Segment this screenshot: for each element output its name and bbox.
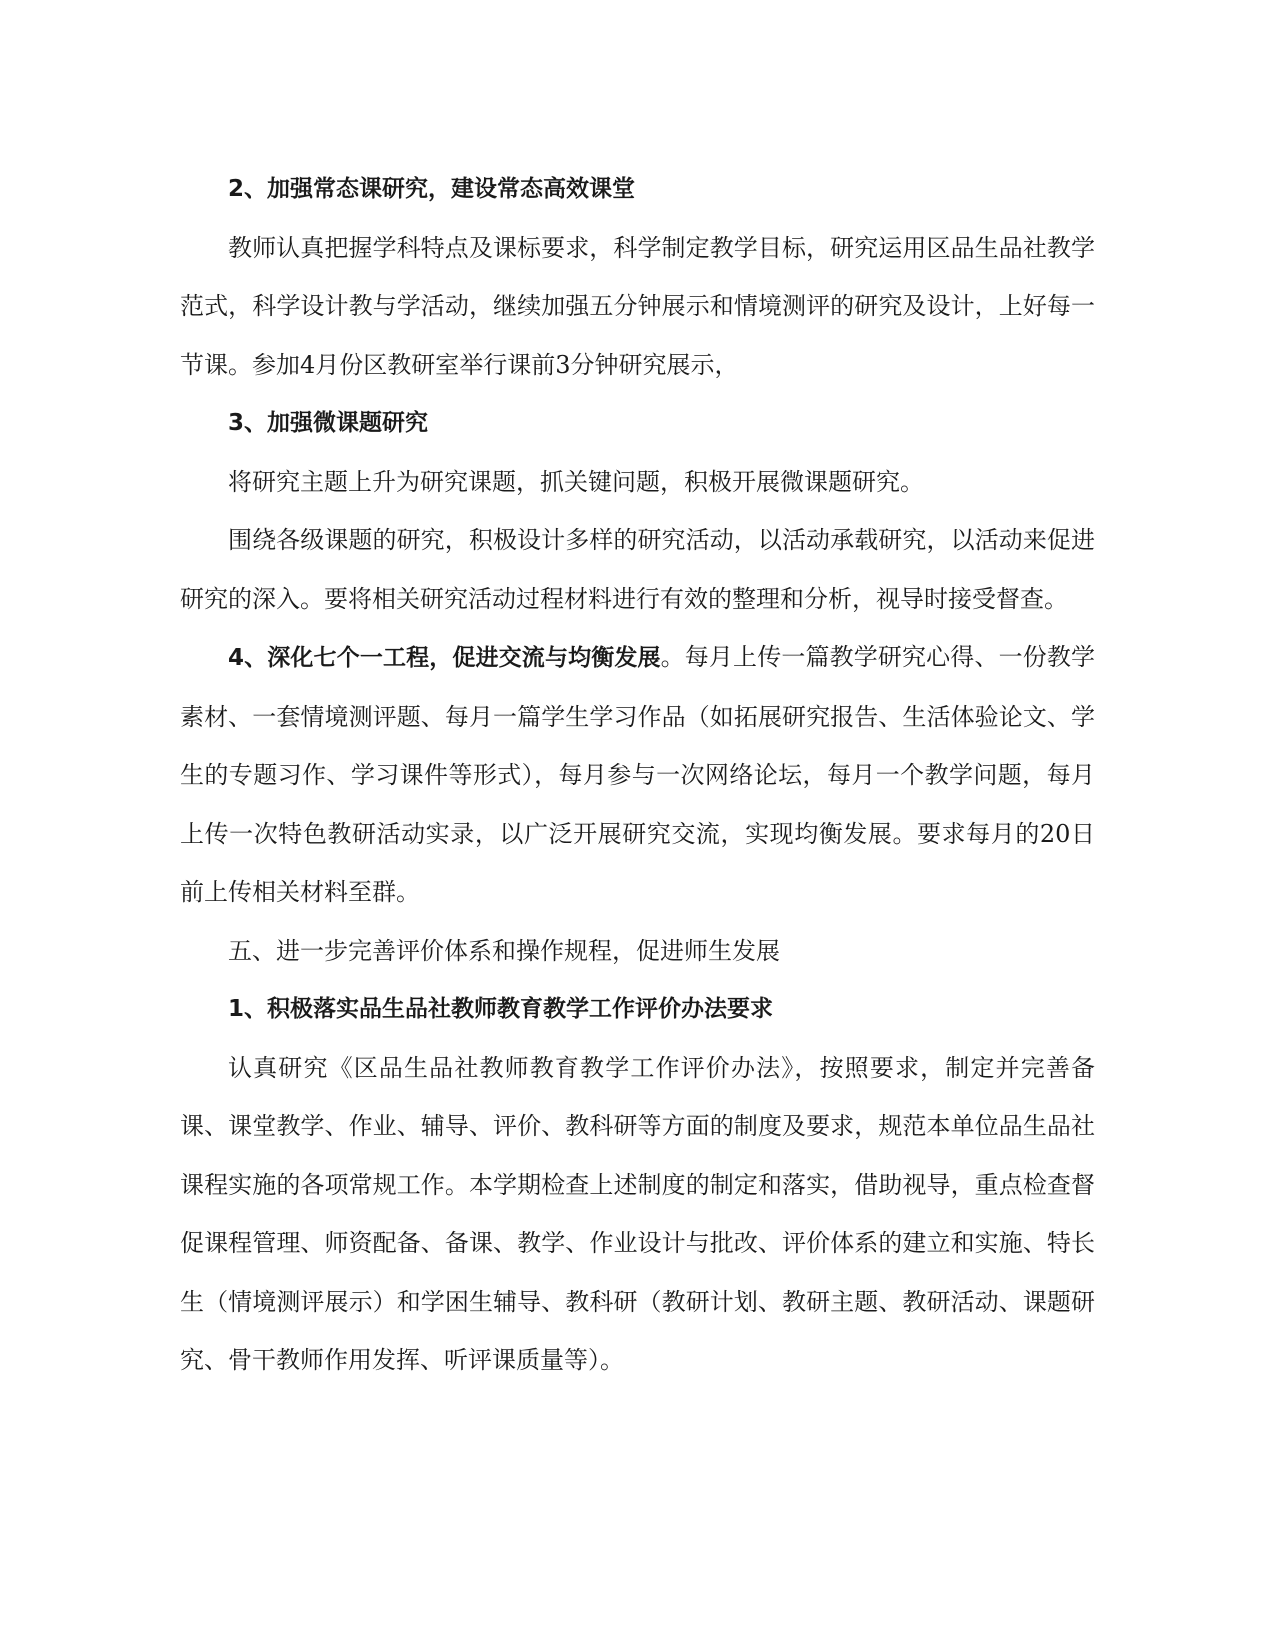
section-heading-five: 五、进一步完善评价体系和操作规程，促进师生发展	[228, 936, 780, 965]
paragraph-micro-topic: 将研究主题上升为研究课题，抓关键问题，积极开展微课题研究。	[228, 467, 924, 496]
paragraph-normal-class-research: 教师认真把握学科特点及课标要求，科学制定教学目标，研究运用区品生品社教学范式，科学设计教与学活动，继续加强五分钟展示和情境测评的研究及设计，上好每一节课。参加4月份区教研室举行课前3分钟研究展示，	[180, 233, 1095, 379]
paragraph-evaluation: 认真研究《区品生品社教师教育教学工作评价办法》，按照要求，制定并完善备课、课堂教学、作业、辅导、评价、教科研等方面的制度及要求，规范本单位品生品社课程实施的各项常规工作。本学期检查上述制度的制定和落实，借助视导，重点检查督促课程管理、师资配备、备课、教学、作业设计与批改、评价体系的建立和实施、特长生（情境测评展示）和学困生辅导、教科研（教研计划、教研主题、教研活动、课题研究、骨干教师作用发挥、听评课质量等）。	[180, 1053, 1095, 1374]
paragraph-seven-ones	[180, 628, 1095, 922]
section-heading-1: 1、积极落实品生品社教师教育教学工作评价办法要求	[228, 996, 774, 1022]
paragraph-topic-activities: 围绕各级课题的研究，积极设计多样的研究活动，以活动承载研究，以活动来促进研究的深入。要将相关研究活动过程材料进行有效的整理和分析，视导时接受督查。	[180, 526, 1095, 613]
section-heading-4: 4、深化七个一工程，促进交流与均衡发展	[228, 645, 661, 671]
paragraph-seven-ones-text: 。每月上传一篇教学研究心得、一份教学素材、一套情境测评题、每月一篇学生学习作品（如拓展研究报告、生活体验论文、学生的专题习作、学习课件等形式），每月参与一次网络论坛，每月一个教学问题，每月上传一次特色教研活动实录，以广泛开展研究交流，实现均衡发展。要求每月的20日前上传相关材料至群。	[180, 643, 1095, 906]
section-heading-3: 3、加强微课题研究	[228, 410, 429, 436]
section-heading-2: 2、加强常态课研究，建设常态高效课堂	[228, 176, 636, 202]
document-body	[180, 160, 1095, 1390]
